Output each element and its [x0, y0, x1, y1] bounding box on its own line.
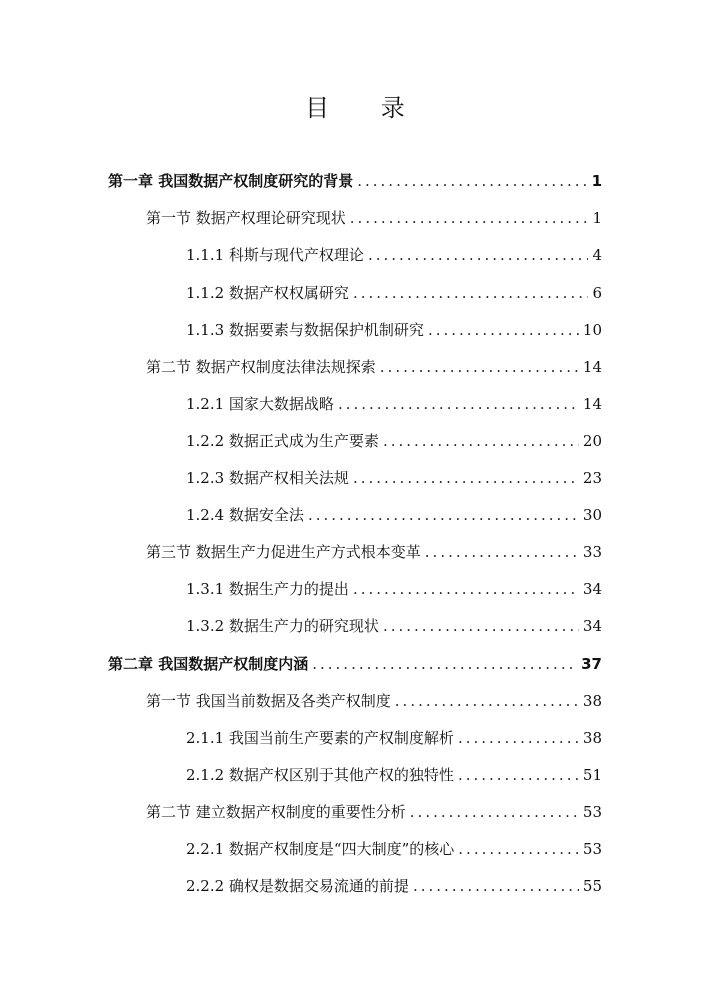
toc-page-number: 37 [581, 655, 602, 673]
toc-page-number: 4 [592, 246, 602, 264]
toc-page-number: 34 [582, 617, 602, 635]
toc-page-number: 14 [582, 358, 602, 376]
toc-leader [383, 617, 579, 635]
toc-page-number: 1 [592, 209, 602, 227]
toc-entry-label: 2.2.2 确权是数据交易流通的前提 [186, 877, 409, 895]
toc-entry-section[interactable] [146, 207, 602, 229]
toc-leader [458, 840, 579, 858]
toc-leader [410, 803, 579, 821]
toc-entry-label: 1.1.2 数据产权权属研究 [186, 284, 349, 302]
toc-entry-label: 第一节 我国当前数据及各类产权制度 [146, 692, 391, 710]
toc-leader [383, 432, 579, 450]
toc-leader [413, 877, 579, 895]
toc-entry-subsection[interactable] [186, 875, 602, 897]
toc-page-number: 10 [582, 321, 602, 339]
toc-leader [338, 395, 579, 413]
toc-page-number: 20 [582, 432, 602, 450]
toc-entry-subsection[interactable] [186, 504, 602, 526]
toc-entry-label: 2.1.1 我国当前生产要素的产权制度解析 [186, 729, 454, 747]
toc-page-number: 53 [582, 840, 602, 858]
toc-leader [395, 692, 579, 710]
toc-entry-label: 2.2.1 数据产权制度是“四大制度”的核心 [186, 840, 455, 858]
toc-page-number: 34 [582, 580, 602, 598]
toc-entry-label: 第二章 我国数据产权制度内涵 [108, 655, 309, 673]
toc-entry-section[interactable] [146, 541, 602, 563]
toc-entry-label: 1.2.1 国家大数据战略 [186, 395, 334, 413]
toc-leader [357, 172, 587, 190]
toc-entry-label: 1.1.3 数据要素与数据保护机制研究 [186, 321, 424, 339]
toc-entry-subsection[interactable] [186, 727, 602, 749]
toc-entry-section[interactable] [146, 356, 602, 378]
toc-entry-subsection[interactable] [186, 578, 602, 600]
toc-entry-section[interactable] [146, 801, 602, 823]
toc-entry-label: 1.2.3 数据产权相关法规 [186, 469, 349, 487]
toc-entry-label: 第一节 数据产权理论研究现状 [146, 209, 346, 227]
toc-entry-subsection[interactable] [186, 467, 602, 489]
toc-entry-chapter-2[interactable] [108, 653, 602, 675]
toc-page-number: 53 [582, 803, 602, 821]
toc-page-number: 14 [582, 395, 602, 413]
toc-leader [425, 543, 579, 561]
toc-entry-subsection[interactable] [186, 319, 602, 341]
page-title: 目 录 [305, 94, 427, 122]
toc-leader [458, 729, 579, 747]
toc-entry-label: 第三节 数据生产力促进生产方式根本变革 [146, 543, 421, 561]
toc-page-number: 38 [582, 692, 602, 710]
toc-entry-subsection[interactable] [186, 430, 602, 452]
toc-page-number: 1 [591, 172, 602, 190]
toc-entry-label: 2.1.2 数据产权区别于其他产权的独特性 [186, 766, 454, 784]
toc-leader [312, 655, 577, 673]
toc-page-number: 30 [582, 506, 602, 524]
toc-entry-subsection[interactable] [186, 764, 602, 786]
toc-page-number: 55 [582, 877, 602, 895]
toc-entry-label: 第二节 数据产权制度法律法规探索 [146, 358, 376, 376]
toc-leader [308, 506, 579, 524]
toc-page-number: 6 [592, 284, 602, 302]
toc-entry-section[interactable] [146, 690, 602, 712]
toc-entry-label: 1.2.2 数据正式成为生产要素 [186, 432, 379, 450]
toc-page-number: 51 [582, 766, 602, 784]
toc-leader [353, 284, 589, 302]
toc-page-number: 23 [582, 469, 602, 487]
toc-entry-label: 第一章 我国数据产权制度研究的背景 [108, 172, 354, 190]
toc-page-number: 33 [582, 543, 602, 561]
toc-entry-label: 1.1.1 科斯与现代产权理论 [186, 246, 364, 264]
toc-entry-subsection[interactable] [186, 393, 602, 415]
toc-leader [458, 766, 579, 784]
toc-entry-label: 1.3.2 数据生产力的研究现状 [186, 617, 379, 635]
toc-page-number: 38 [582, 729, 602, 747]
toc-entry-subsection[interactable] [186, 244, 602, 266]
toc-entry-subsection[interactable] [186, 282, 602, 304]
toc-leader [353, 580, 579, 598]
toc-leader [350, 209, 589, 227]
toc-entry-subsection[interactable] [186, 615, 602, 637]
toc-leader [353, 469, 579, 487]
toc-entry-label: 1.3.1 数据生产力的提出 [186, 580, 349, 598]
toc-leader [368, 246, 589, 264]
toc-leader [380, 358, 579, 376]
toc-entry-label: 第二节 建立数据产权制度的重要性分析 [146, 803, 406, 821]
toc-entry-label: 1.2.4 数据安全法 [186, 506, 304, 524]
toc-entry-chapter-1[interactable] [108, 170, 602, 192]
toc-entry-subsection[interactable] [186, 838, 602, 860]
toc-leader [428, 321, 579, 339]
